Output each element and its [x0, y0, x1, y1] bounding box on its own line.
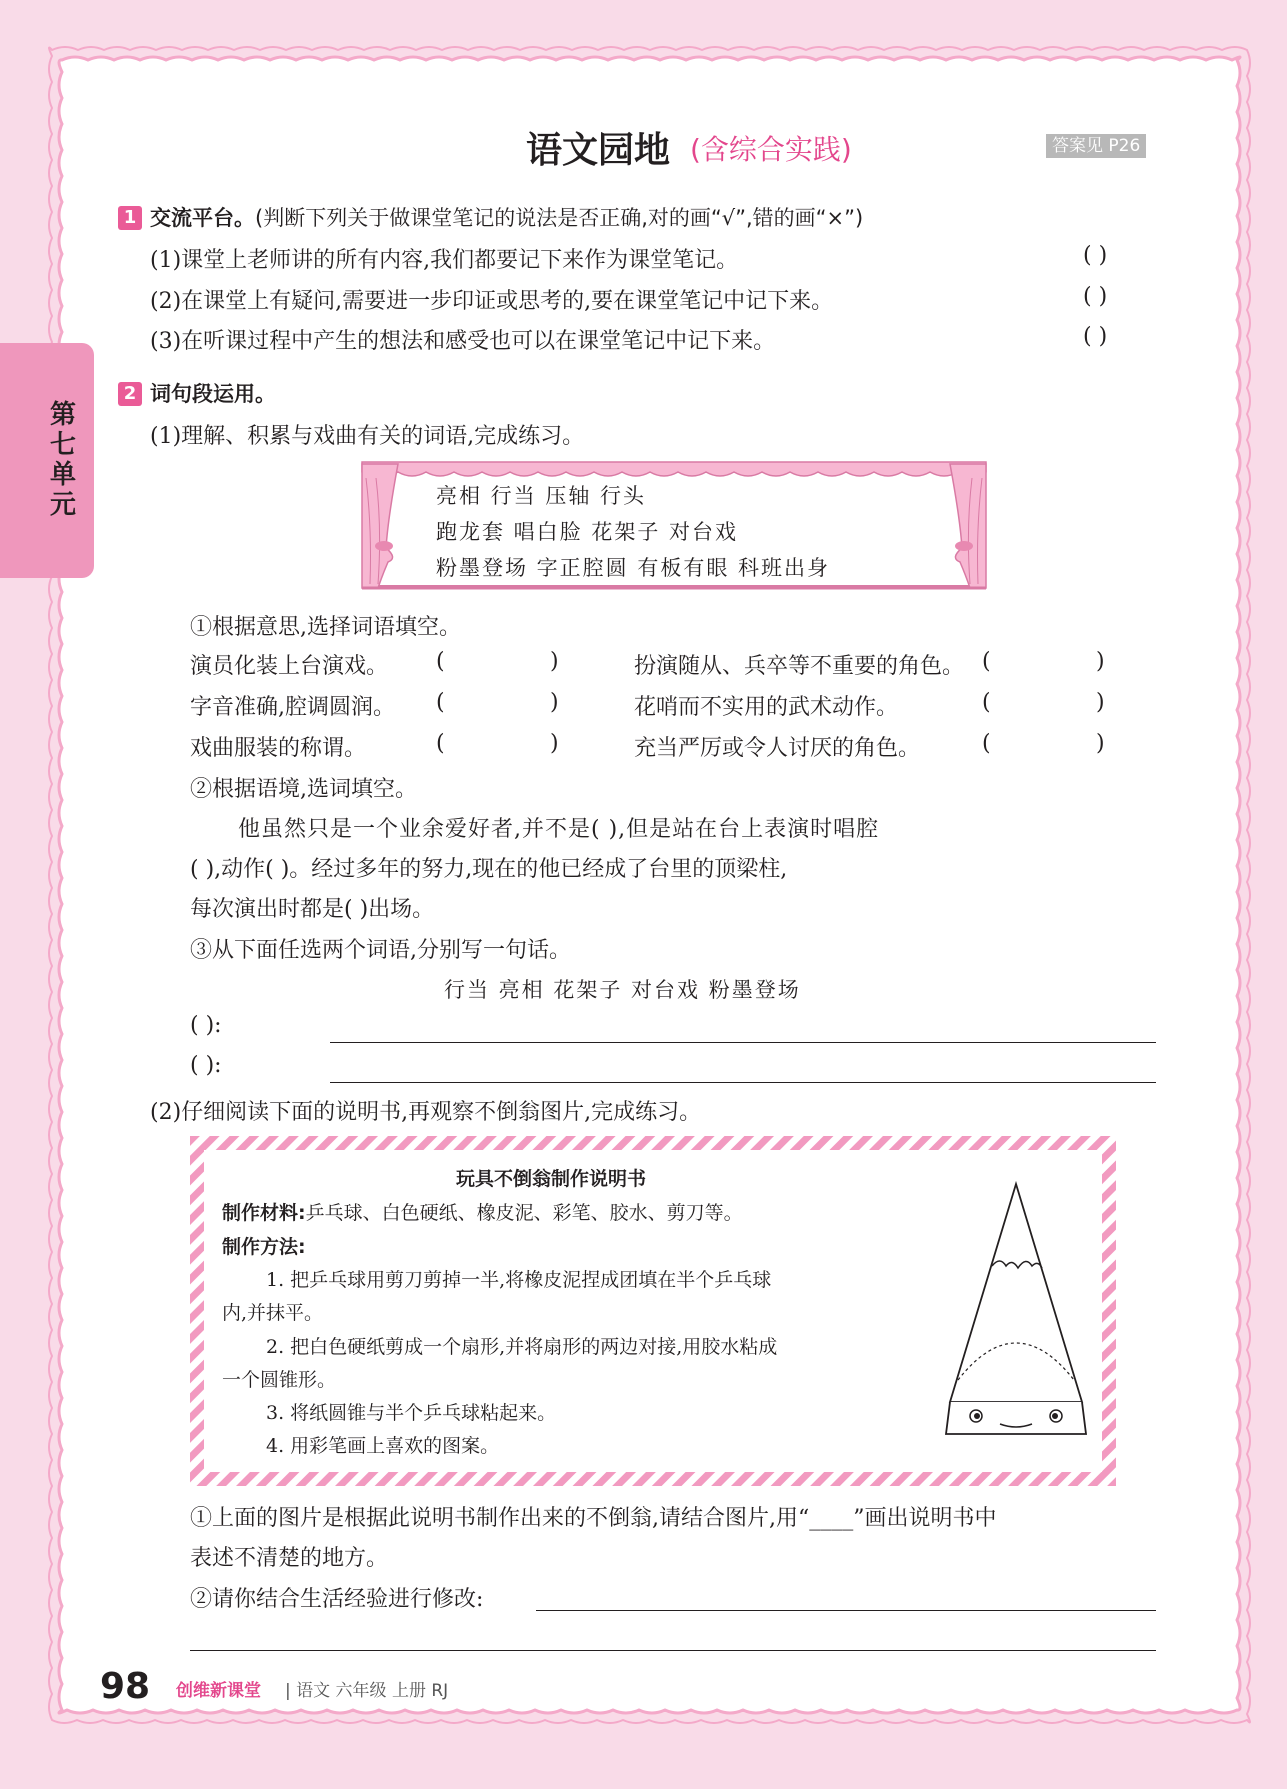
- method-label: 制作方法:: [222, 1236, 306, 1258]
- page-number: 98: [100, 1666, 151, 1707]
- manual-step-2b: 一个圆锥形。: [222, 1369, 337, 1391]
- sub1-right-blank-1-open[interactable]: (: [982, 649, 991, 674]
- sub2-passage-line-1: 他虽然只是一个业余爱好者,并不是( ),但是站在台上表演时唱腔: [238, 817, 880, 842]
- sub1-right-item-3: 充当严厉或令人讨厌的角色。: [634, 736, 921, 761]
- question-1-title: 交流平台。: [150, 206, 255, 230]
- sub3-blank-label-1: ( ):: [190, 1013, 222, 1038]
- question-2-title: 词句段运用。: [150, 382, 276, 406]
- sub3-word-list: 行当 亮相 花架子 对台戏 粉墨登场: [444, 978, 801, 1002]
- sub1-left-blank-2-open[interactable]: (: [436, 690, 445, 715]
- page-title: 语文园地: [526, 130, 671, 171]
- question-1-heading: [118, 202, 863, 232]
- sub1-right-item-2: 花哨而不实用的武术动作。: [634, 695, 899, 720]
- sub1-left-item-3: 戏曲服装的称谓。: [190, 736, 367, 761]
- answer-reference-badge: 答案见 P26: [1046, 134, 1146, 158]
- sub1-left-blank-3-open[interactable]: (: [436, 731, 445, 756]
- question-number-badge: 2: [118, 382, 142, 406]
- q1-item-2: (2)在课堂上有疑问,需要进一步印证或思考的,要在课堂笔记中记下来。: [150, 289, 834, 314]
- sub2-title: ②根据语境,选词填空。: [190, 777, 417, 802]
- sub1-left-item-2: 字音准确,腔调圆润。: [190, 695, 395, 720]
- manual-title: 玩具不倒翁制作说明书: [456, 1168, 647, 1190]
- sub3-answer-line-2[interactable]: [330, 1082, 1156, 1083]
- sub1-left-item-1: 演员化装上台演戏。: [190, 654, 389, 679]
- q1-answer-box-2[interactable]: ( ): [1083, 284, 1108, 309]
- sub1-right-blank-3-open[interactable]: (: [982, 731, 991, 756]
- question-number-badge: 1: [118, 206, 142, 230]
- sub1-left-blank-1-close: ): [550, 649, 559, 674]
- sub3-answer-line-1[interactable]: [330, 1042, 1156, 1043]
- word-bank-row-2: 跑龙套 唱白脸 花架子 对台戏: [436, 520, 739, 544]
- question-1-instruction: (判断下列关于做课堂笔记的说法是否正确,对的画“√”,错的画“×”): [255, 206, 864, 230]
- sub1-title: ①根据意思,选择词语填空。: [190, 615, 461, 640]
- manual-materials: [222, 1198, 743, 1225]
- q1-answer-box-3[interactable]: ( ): [1083, 324, 1108, 349]
- book-info: | 语文 六年级 上册 RJ: [285, 1681, 449, 1701]
- word-bank-row-1: 亮相 行当 压轴 行头: [436, 484, 647, 508]
- sub2-passage-line-2: ( ),动作( )。经过多年的努力,现在的他已经成了台里的顶梁柱,: [190, 857, 788, 882]
- sub1-right-blank-3-close: ): [1096, 731, 1105, 756]
- sub1-right-blank-1-close: ): [1096, 649, 1105, 674]
- sub2-passage-line-3: 每次演出时都是( )出场。: [190, 897, 435, 922]
- manual-step-4: 4. 用彩笔画上喜欢的图案。: [266, 1435, 500, 1457]
- series-brand: 创维新课堂: [176, 1681, 261, 1701]
- part2-question-1-line-1: ①上面的图片是根据此说明书制作出来的不倒翁,请结合图片,用“____”画出说明书中: [190, 1506, 997, 1531]
- sub1-right-blank-2-close: ): [1096, 690, 1105, 715]
- unit-label: 第七单元: [49, 400, 76, 520]
- q2-part2-intro: (2)仔细阅读下面的说明书,再观察不倒翁图片,完成练习。: [150, 1100, 702, 1125]
- tumbler-toy-illustration: [940, 1176, 1092, 1456]
- q1-item-1: (1)课堂上老师讲的所有内容,我们都要记下来作为课堂笔记。: [150, 248, 739, 273]
- q2-part1-intro: (1)理解、积累与戏曲有关的词语,完成练习。: [150, 424, 585, 449]
- word-bank-row-3: 粉墨登场 字正腔圆 有板有眼 科班出身: [436, 556, 831, 580]
- question-2-heading: [118, 378, 276, 408]
- sub1-right-blank-2-open[interactable]: (: [982, 690, 991, 715]
- sub1-right-item-1: 扮演随从、兵卒等不重要的角色。: [634, 654, 965, 679]
- sub1-left-blank-3-close: ): [550, 731, 559, 756]
- manual-step-2a: 2. 把白色硬纸剪成一个扇形,并将扇形的两边对接,用胶水粘成: [266, 1336, 778, 1358]
- page-subtitle: (含综合实践): [690, 133, 852, 166]
- materials-list: 乒乓球、白色硬纸、橡皮泥、彩笔、胶水、剪刀等。: [305, 1202, 743, 1224]
- sub1-left-blank-1-open[interactable]: (: [436, 649, 445, 674]
- revision-answer-line-2[interactable]: [190, 1650, 1156, 1651]
- manual-step-3: 3. 将纸圆锥与半个乒乓球粘起来。: [266, 1402, 557, 1424]
- q1-item-3: (3)在听课过程中产生的想法和感受也可以在课堂笔记中记下来。: [150, 329, 776, 354]
- materials-label: 制作材料:: [222, 1202, 306, 1224]
- part2-question-1-line-2: 表述不清楚的地方。: [190, 1546, 389, 1571]
- sub3-blank-label-2: ( ):: [190, 1053, 222, 1078]
- revision-answer-line-1[interactable]: [536, 1610, 1156, 1611]
- q1-answer-box-1[interactable]: ( ): [1083, 243, 1108, 268]
- sub1-left-blank-2-close: ): [550, 690, 559, 715]
- part2-question-2: ②请你结合生活经验进行修改:: [190, 1587, 484, 1612]
- manual-step-1a: 1. 把乒乓球用剪刀剪掉一半,将橡皮泥捏成团填在半个乒乓球: [266, 1269, 772, 1291]
- sub3-title: ③从下面任选两个词语,分别写一句话。: [190, 938, 571, 963]
- manual-step-1b: 内,并抹平。: [222, 1302, 324, 1324]
